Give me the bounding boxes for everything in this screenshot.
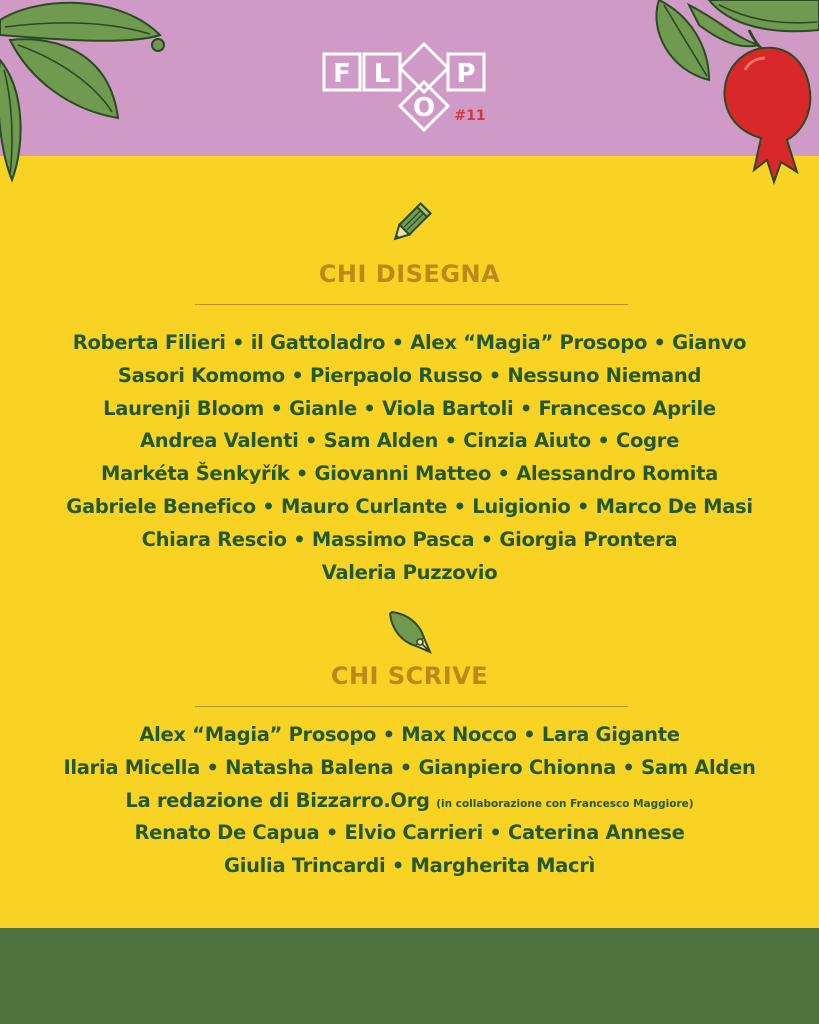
logo-letter-l: L xyxy=(373,59,391,89)
logo-edition: #11 xyxy=(454,108,486,124)
writers-line-main: La redazione di Bizzarro.Org xyxy=(125,788,430,812)
drawers-line: Markéta Šenkyřík • Giovanni Matteo • Alessandro Romita xyxy=(100,462,719,486)
logo-letter-o: O xyxy=(412,93,436,123)
drawers-line: Laurenji Bloom • Gianle • Viola Bartoli • Francesco Aprile xyxy=(103,396,716,420)
writers-list xyxy=(0,719,819,883)
writers-line-note: (in collaborazione con Francesco Maggiore) xyxy=(436,797,694,810)
drawers-line: Andrea Valenti • Sam Alden • Cinzia Aiuto • Cogre xyxy=(139,429,680,453)
section-divider xyxy=(195,304,628,305)
logo-letter-p: P xyxy=(456,59,476,89)
leaves-decoration xyxy=(0,0,180,185)
pen-nib-icon xyxy=(386,608,434,656)
drawers-line: Sasori Komomo • Pierpaolo Russo • Nessuno Niemand xyxy=(117,363,702,387)
drawers-section-title: CHI DISEGNA xyxy=(318,260,501,288)
writers-line: Ilaria Micella • Natasha Balena • Gianpiero Chionna • Sam Alden xyxy=(63,755,756,779)
logo-letter-f: F xyxy=(333,59,351,89)
drawers-line: Valeria Puzzovio xyxy=(321,560,498,584)
section-divider xyxy=(195,706,628,707)
writers-line: Giulia Trincardi • Margherita Macrì xyxy=(224,854,595,878)
flop-logo xyxy=(320,42,500,134)
writers-line: Alex “Magia” Prosopo • Max Nocco • Lara Gigante xyxy=(139,723,680,746)
drawers-line: Gabriele Benefico • Mauro Curlante • Luigionio • Marco De Masi xyxy=(66,494,753,518)
pencil-icon xyxy=(386,200,434,248)
drawers-line: Roberta Filieri • il Gattoladro • Alex “Magia” Prosopo • Gianvo xyxy=(72,331,747,354)
bottom-band xyxy=(0,928,819,1024)
writers-section-title: CHI SCRIVE xyxy=(330,662,489,690)
writers-line: Renato De Capua • Elvio Carrieri • Caterina Annese xyxy=(134,821,685,845)
drawers-list xyxy=(0,327,819,589)
drawers-line: Chiara Rescio • Massimo Pasca • Giorgia Prontera xyxy=(141,527,678,551)
writers-line xyxy=(0,785,819,818)
pomegranate-decoration xyxy=(649,0,819,190)
